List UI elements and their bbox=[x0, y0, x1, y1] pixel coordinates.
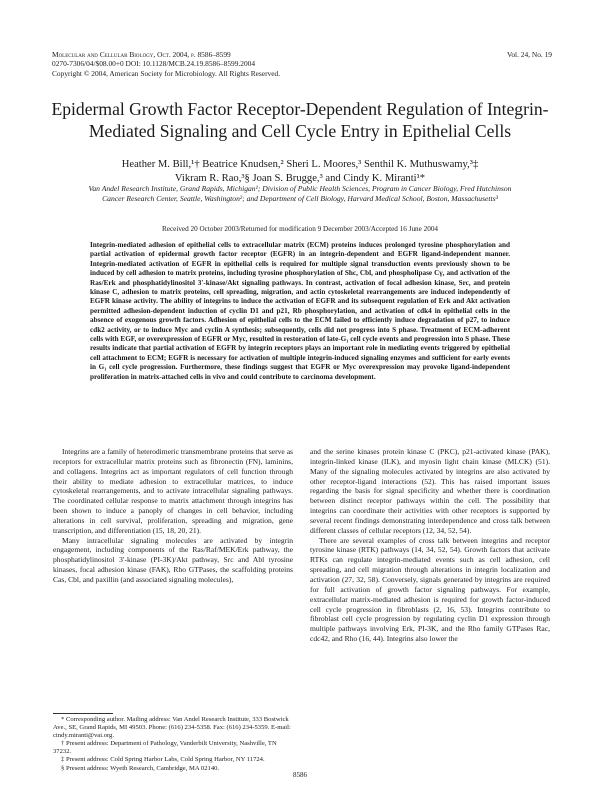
received-dates: Received 20 October 2003/Returned for modification 9 December 2003/Accepted 16 June 2004 bbox=[161, 225, 439, 233]
footnote-present-address: † Present address: Department of Pathology, Vanderbilt University, Nashville, TN 37232. bbox=[53, 740, 277, 756]
page-number: 8586 bbox=[293, 771, 307, 779]
footnotes bbox=[53, 716, 293, 773]
abstract: Integrin-mediated adhesion of epithelial cells to extracellular matrix (ECM) proteins induces prolonged tyrosine phosphorylation and partial activation of epidermal growth factor receptor (EGFR) in an integrin-dependent and EGFR ligand-independent manner. Integrin-mediated activation of EGFR in epithelial cells is required for multiple signal transduction events previously shown to be induced by cell adhesion to matrix proteins, including tyrosine phosphorylation of Shc, Cbl, and phospholipase Cγ, and activation of the Ras/Erk and phosphatidylinositol 3′-kinase/Akt signaling pathways. In contrast, activation of focal adhesion kinase, Src, and protein kinase C, adhesion to matrix proteins, cell spreading, migration, and actin cytoskeletal rearrangements are induced independently of EGFR kinase activity. The ability of integrins to induce the activation of EGFR and its subsequent regulation of Erk and Akt activation permitted adhesion-dependent induction of cyclin D1 and p21, Rb phosphorylation, and activation of cdk4 in epithelial cells in the absence of exogenous growth factors. Adhesion of epithelial cells to the ECM failed to efficiently induce degradation of p27, to induce cdk2 activity, or to induce Myc and cyclin A synthesis; subsequently, cells did not progress into S phase. Treatment of ECM-adherent cells with EGF, or overexpression of EGFR or Myc, resulted in restoration of late-G₁ cell cycle events and progression into S phase. These results indicate that partial activation of EGFR by integrin receptors plays an important role in mediating events triggered by epithelial cell attachment to ECM; EGFR is necessary for activation of multiple integrin-induced signaling enzymes and sufficient for early events in G₁ cell cycle progression. Furthermore, these findings suggest that EGFR or Myc overexpression may provoke ligand-independent proliferation in matrix-attached cells in vivo and could contribute to carcinoma development. bbox=[90, 241, 510, 381]
authors-line-2: Vikram R. Rao,³§ Joan S. Brugge,³ and Cindy K. Miranti¹* bbox=[174, 172, 426, 184]
volume-issue: Vol. 24, No. 19 bbox=[506, 50, 552, 59]
affiliations: Van Andel Research Institute, Grand Rapids, Michigan¹; Division of Public Health Sciences, Program in Cancer Biology, Fred Hutchinson Cancer Research Center, Seattle, Washington²; and Department of Cell Biology, Harvard Medical School, Boston, Massachusetts³ bbox=[88, 184, 512, 204]
body-paragraph: There are several examples of cross talk between integrins and receptor tyrosine kinase (RTK) pathways (14, 34, 52, 54). Growth factors that activate RTKs can regulate integrin-mediated events such as cell adhesion, cell spreading, and cell migration through alterations in integrin localization and activation (27, 32, 58). Conversely, signals generated by integrins are required for full activation of growth factor signaling pathways. For example, extracellular matrix-mediated adhesion is required for growth factor-induced cell cycle progression in fibroblasts (2, 16, 53). Integrins contribute to fibroblast cell cycle progression by regulating cyclin D1 expression through multiple pathways involving Erk, PI-3K, and the Rho family GTPases Rac, cdc42, and Rho (16, 44). Integrins also lower the bbox=[310, 535, 550, 644]
doi-line: 0270-7306/04/$08.00+0 DOI: 10.1128/MCB.24.19.8586–8599.2004 bbox=[52, 59, 256, 69]
body-column-right bbox=[310, 447, 550, 644]
body-paragraph: Integrins are a family of heterodimeric transmembrane proteins that serve as receptors for extracellular matrix proteins such as fibronectin (FN), laminins, and collagens. Integrins act as important regulators of cell function through their ability to mediate adhesion to extracellular matrices, to induce cytoskeletal rearrangements, and to activate intracellular signaling pathways. The coordinated cellular response to matrix attachment through integrins has been shown to induce a panoply of changes in cell behavior, including alterations in cell survival, proliferation, spreading and migration, gene transcription, and differentiation (15, 18, 20, 21). bbox=[53, 447, 293, 535]
footnote-present-address: ‡ Present address: Cold Spring Harbor Labs, Cold Spring Harbor, NY 11724. bbox=[61, 756, 265, 764]
body-paragraph: Many intracellular signaling molecules are activated by integrin engagement, including components of the Ras/Raf/MEK/Erk pathway, the phosphatidylinositol 3′-kinase (PI-3K)/Akt pathway, Src and Abl tyrosine kinases, focal adhesion kinase (FAK), Rho GTPases, the scaffolding proteins Cas, Cbl, and paxillin (and associated signaling molecules), bbox=[53, 535, 293, 584]
authors-line-1: Heather M. Bill,¹† Beatrice Knudsen,² Sheri L. Moores,³ Senthil K. Muthuswamy,³‡ bbox=[121, 159, 479, 170]
body-column-left bbox=[53, 447, 293, 585]
footnote-corresponding-author: * Corresponding author. Mailing address: Van Andel Research Institute, 333 Bostwick Ave., SE, Grand Rapids, MI 49503. Phone: (616) 234-5358. Fax: (616) 234-5359. E-mail: cindy.miranti@vai.org. bbox=[53, 716, 291, 740]
footnote-present-address: § Present address: Wyeth Research, Cambridge, MA 02140. bbox=[61, 764, 220, 772]
journal-header bbox=[52, 50, 552, 78]
journal-citation: Molecular and Cellular Biology, Oct. 2004, p. 8586–8599 bbox=[52, 50, 231, 59]
body-paragraph: and the serine kinases protein kinase C (PKC), p21-activated kinase (PAK), integrin-linked kinase (ILK), and myosin light chain kinase (MLCK) (51). Many of the signaling molecules activated by integrins are also activated by other receptor-ligand interactions (52). This has raised important issues regarding the basis for signal specificity and whether there is coordination between distinct receptor pathways within the cell. The possibility that integrins can coordinate their activities with other receptors is supported by several recent findings demonstrating interdependence and cross talk between different classes of cellular receptors (12, 34, 52, 54). bbox=[310, 447, 550, 535]
paper-title: Epidermal Growth Factor Receptor-Dependent Regulation of Integrin-Mediated Signaling and Cell Cycle Entry in Epithelial Cells bbox=[51, 99, 549, 141]
copyright-line: Copyright © 2004, American Society for Microbiology. All Rights Reserved. bbox=[52, 68, 281, 78]
author-list bbox=[40, 158, 560, 185]
footnote-divider bbox=[53, 713, 113, 714]
